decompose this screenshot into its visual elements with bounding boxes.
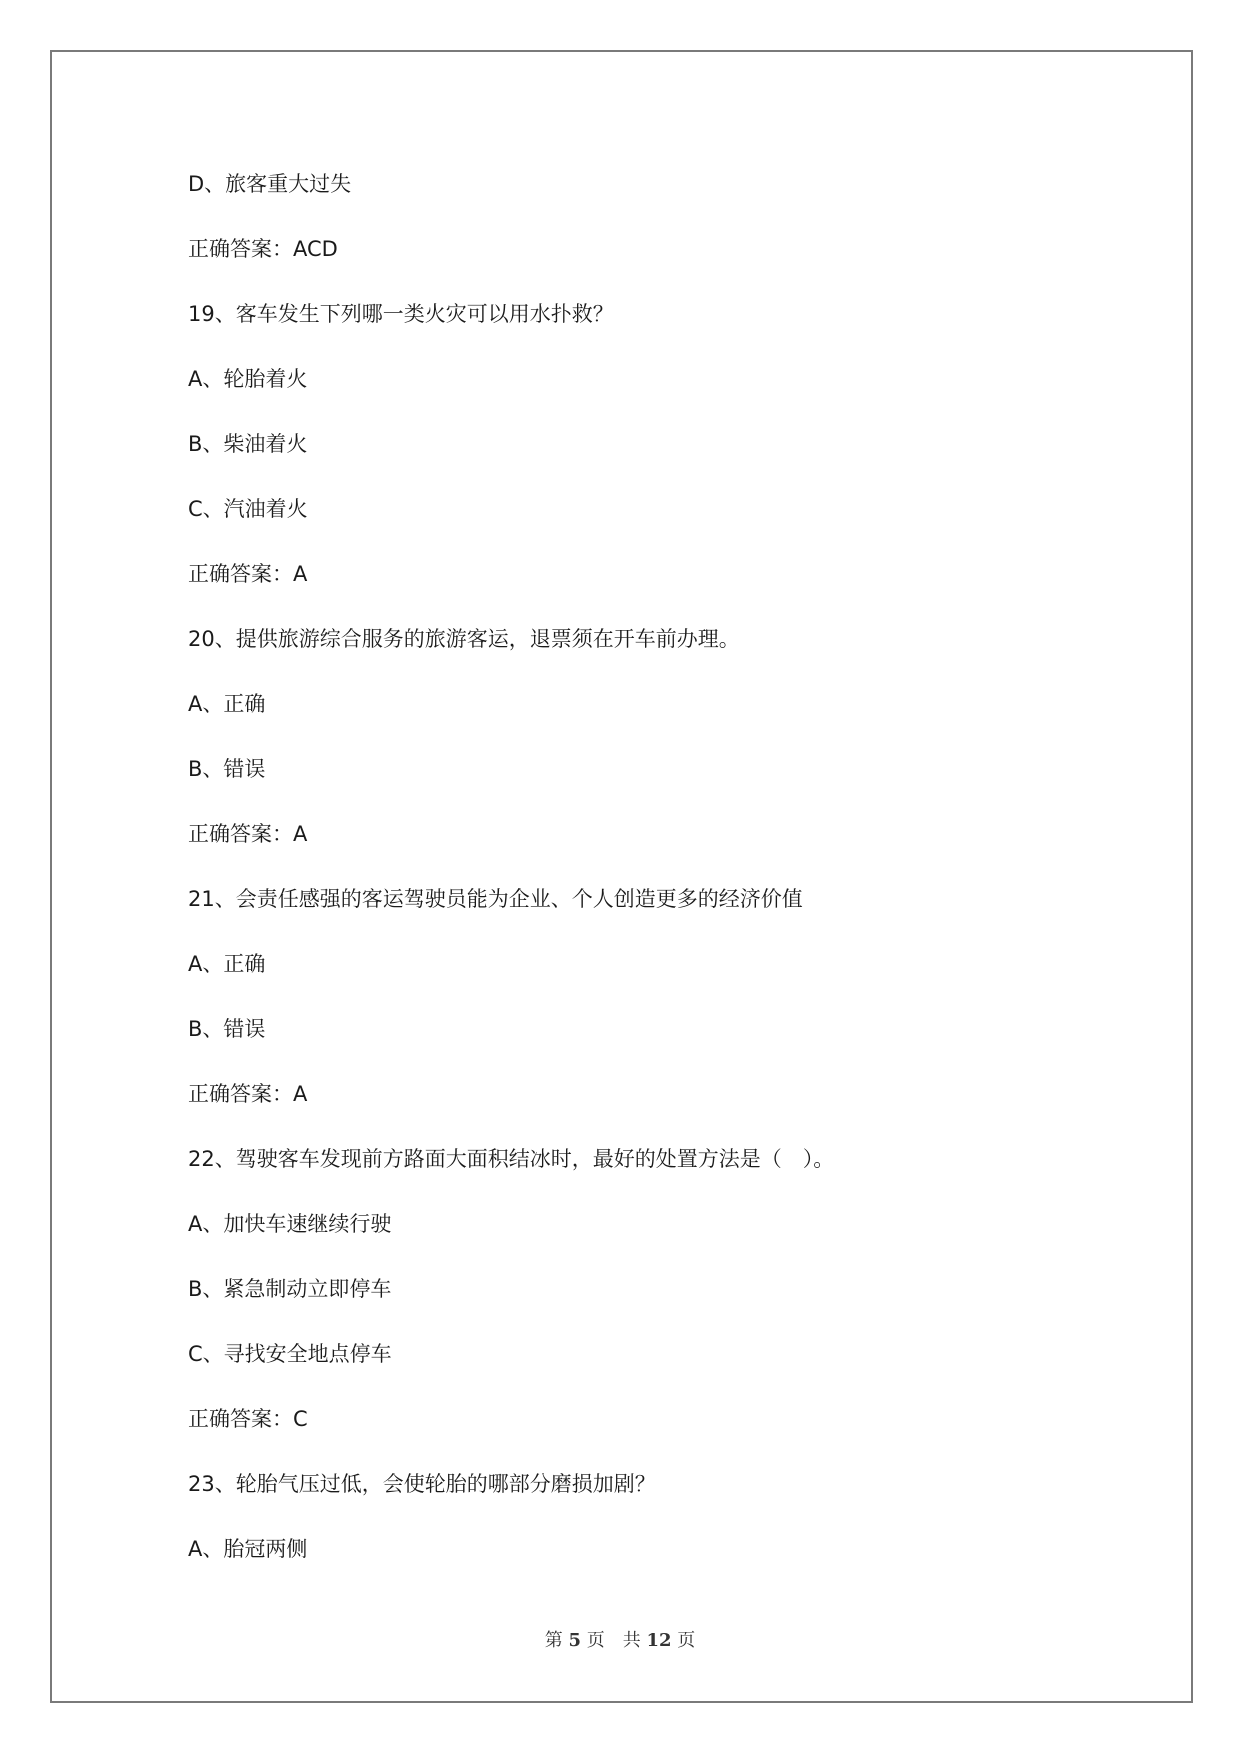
question-22: 22、驾驶客车发现前方路面大面积结冰时，最好的处置方法是（ ）。 [188, 1147, 835, 1171]
total-pages-number: 12 [646, 1630, 672, 1651]
answer-line: 正确答案：A [188, 562, 308, 586]
footer-prefix: 第 [544, 1630, 563, 1651]
option-line: B、柴油着火 [188, 432, 308, 456]
document-body [188, 156, 1148, 1586]
answer-line: 正确答案：A [188, 822, 308, 846]
current-page-number: 5 [568, 1630, 581, 1651]
answer-line: 正确答案：ACD [188, 237, 338, 261]
question-21: 21、会责任感强的客运驾驶员能为企业、个人创造更多的经济价值 [188, 887, 803, 911]
question-20: 20、提供旅游综合服务的旅游客运，退票须在开车前办理。 [188, 627, 740, 651]
page-footer [0, 1626, 1240, 1652]
option-line: C、汽油着火 [188, 497, 308, 521]
question-23: 23、轮胎气压过低，会使轮胎的哪部分磨损加剧？ [188, 1472, 656, 1496]
option-line: A、轮胎着火 [188, 367, 308, 391]
answer-line: 正确答案：C [188, 1407, 308, 1431]
question-19: 19、客车发生下列哪一类火灾可以用水扑救？ [188, 302, 614, 326]
footer-middle: 页 共 [586, 1630, 641, 1651]
option-line: B、错误 [188, 1017, 266, 1041]
option-line: A、正确 [188, 692, 266, 716]
option-line: C、寻找安全地点停车 [188, 1342, 392, 1366]
option-line: B、紧急制动立即停车 [188, 1277, 392, 1301]
answer-line: 正确答案：A [188, 1082, 308, 1106]
option-line: D、旅客重大过失 [188, 172, 352, 196]
option-line: A、胎冠两侧 [188, 1537, 308, 1561]
footer-suffix: 页 [677, 1630, 696, 1651]
option-line: A、正确 [188, 952, 266, 976]
option-line: A、加快车速继续行驶 [188, 1212, 392, 1236]
option-line: B、错误 [188, 757, 266, 781]
